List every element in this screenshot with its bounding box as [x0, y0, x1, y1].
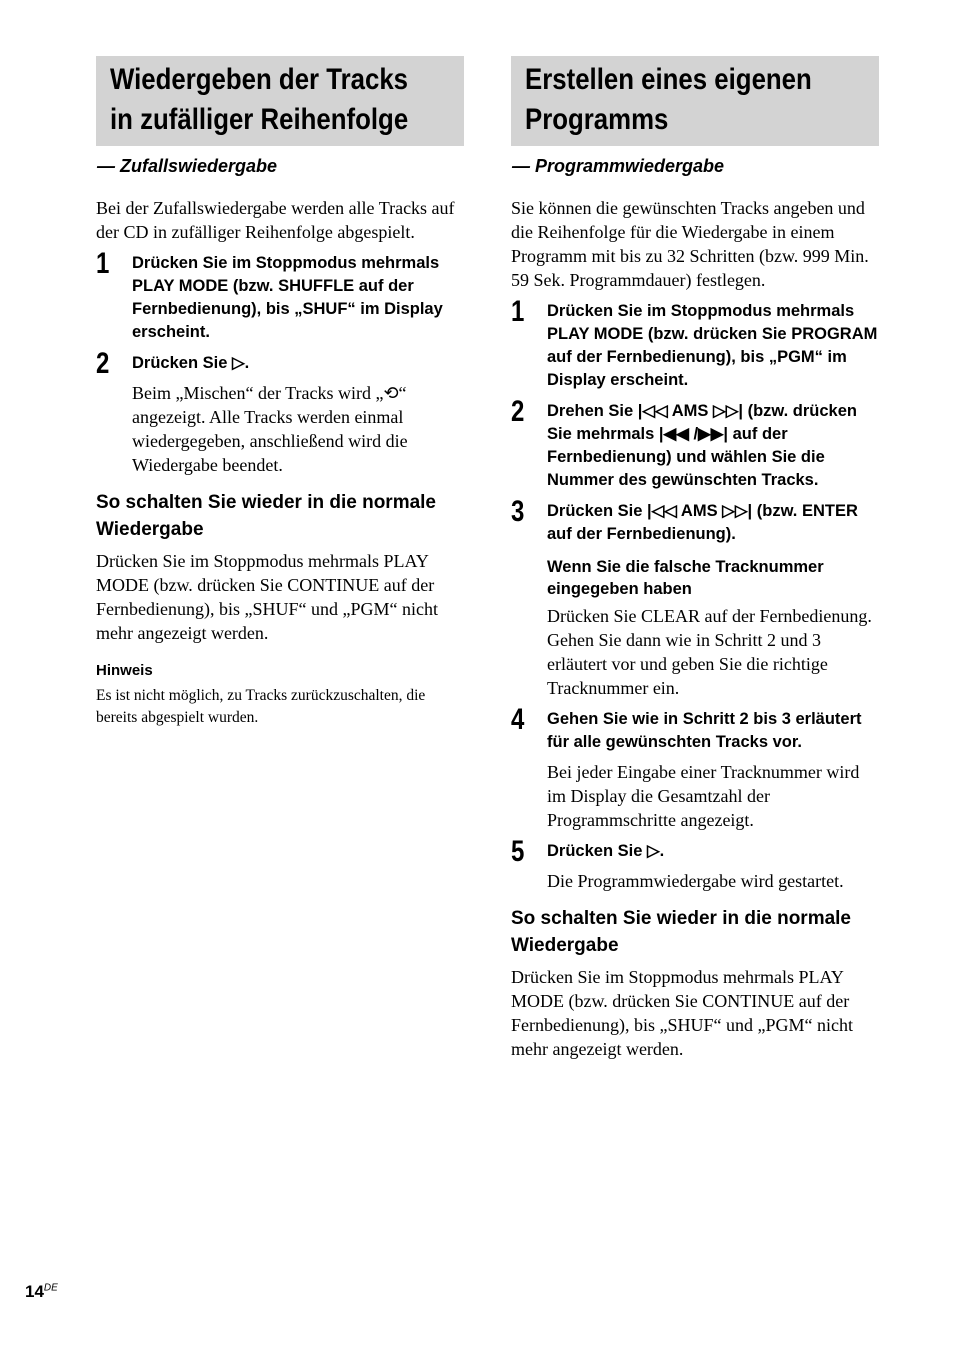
hint-label: Hinweis	[96, 662, 153, 679]
step-number: 1	[96, 247, 110, 280]
step-heading: Drücken Sie |◁◁ AMS ▷▷| (bzw. ENTER auf der Fernbedienung).	[547, 502, 858, 543]
step-text: Beim „Mischen“ der Tracks wird „⟲“ angezeigt. Alle Tracks werden einmal wiedergegeben, anschließend wird die Wiedergabe beendet.	[132, 383, 408, 475]
step-number: 4	[511, 703, 525, 736]
page-number-suffix: DE	[43, 1282, 58, 1294]
step-heading: Drücken Sie ▷.	[132, 354, 250, 372]
left-intro: Bei der Zufallswiedergabe werden alle Tracks auf der CD in zufälliger Reihenfolge abgespielt.	[96, 198, 455, 242]
right-intro: Sie können die gewünschten Tracks angeben und die Reihenfolge für die Wiedergabe in einem Programm mit bis zu 32 Schritten (bzw. 999 Min. 59 Sek. Programmdauer) festlegen.	[511, 198, 869, 290]
step-heading: Drücken Sie im Stoppmodus mehrmals PLAY MODE (bzw. SHUFFLE auf der Fernbedienung), bis „SHUF“ im Display erscheint.	[132, 254, 443, 341]
page-number-value: 14	[25, 1282, 44, 1301]
right-section-text: Drücken Sie im Stoppmodus mehrmals PLAY MODE (bzw. drücken Sie CONTINUE auf der Fernbedienung), bis „SHUF“ und „PGM“ nicht mehr angezeigt werden.	[511, 967, 853, 1059]
step-number: 5	[511, 835, 525, 868]
right-section-title: So schalten Sie wieder in die normale Wiedergabe	[511, 908, 851, 956]
step-heading: Gehen Sie wie in Schritt 2 bis 3 erläutert für alle gewünschten Tracks vor.	[547, 710, 862, 751]
step-text: Drücken Sie CLEAR auf der Fernbedienung. Gehen Sie dann wie in Schritt 2 und 3 erläutert vor und geben Sie die richtige Tracknummer ein.	[547, 606, 872, 698]
step-text: Bei jeder Eingabe einer Tracknummer wird im Display die Gesamtzahl der Programmschritte angezeigt.	[547, 762, 860, 830]
right-step-4	[511, 703, 879, 832]
right-step-2	[511, 395, 879, 492]
left-subtitle: — Zufallswiedergabe	[97, 156, 278, 176]
right-step-1	[511, 295, 879, 392]
step-number: 2	[511, 395, 525, 428]
left-step-2	[96, 347, 464, 477]
right-title-line2: Programms	[525, 103, 669, 136]
right-title-box	[511, 56, 879, 146]
hint-text: Es ist nicht möglich, zu Tracks zurückzuschalten, die bereits abgespielt wurden.	[96, 687, 426, 726]
right-column	[511, 56, 879, 1061]
step-heading: Drehen Sie |◁◁ AMS ▷▷| (bzw. drücken Sie mehrmals |◀◀ /▶▶| auf der Fernbedienung) und wählen Sie die Nummer des gewünschten Tracks.	[547, 402, 857, 489]
right-subtitle: — Programmwiedergabe	[512, 156, 725, 176]
left-section-text: Drücken Sie im Stoppmodus mehrmals PLAY MODE (bzw. drücken Sie CONTINUE auf der Fernbedienung), bis „SHUF“ und „PGM“ nicht mehr angezeigt werden.	[96, 551, 438, 643]
left-title-line1: Wiedergeben der Tracks	[110, 63, 409, 96]
step-number: 1	[511, 295, 525, 328]
step-subheading: Wenn Sie die falsche Tracknummer eingegeben haben	[547, 558, 824, 598]
right-step-5	[511, 835, 879, 893]
page-number	[25, 1282, 58, 1302]
step-heading: Drücken Sie im Stoppmodus mehrmals PLAY MODE (bzw. drücken Sie PROGRAM auf der Fernbedienung), bis „PGM“ im Display erscheint.	[547, 302, 878, 389]
right-step-3	[511, 495, 879, 700]
left-column	[96, 56, 464, 729]
step-heading: Drücken Sie ▷.	[547, 842, 665, 860]
left-step-1	[96, 247, 464, 344]
right-title-line1: Erstellen eines eigenen	[525, 63, 812, 96]
left-section-title: So schalten Sie wieder in die normale Wiedergabe	[96, 492, 436, 540]
step-number: 3	[511, 495, 525, 528]
left-title-box	[96, 56, 464, 146]
step-number: 2	[96, 347, 110, 380]
step-text: Die Programmwiedergabe wird gestartet.	[547, 871, 844, 891]
left-title-line2: in zufälliger Reihenfolge	[110, 103, 409, 136]
